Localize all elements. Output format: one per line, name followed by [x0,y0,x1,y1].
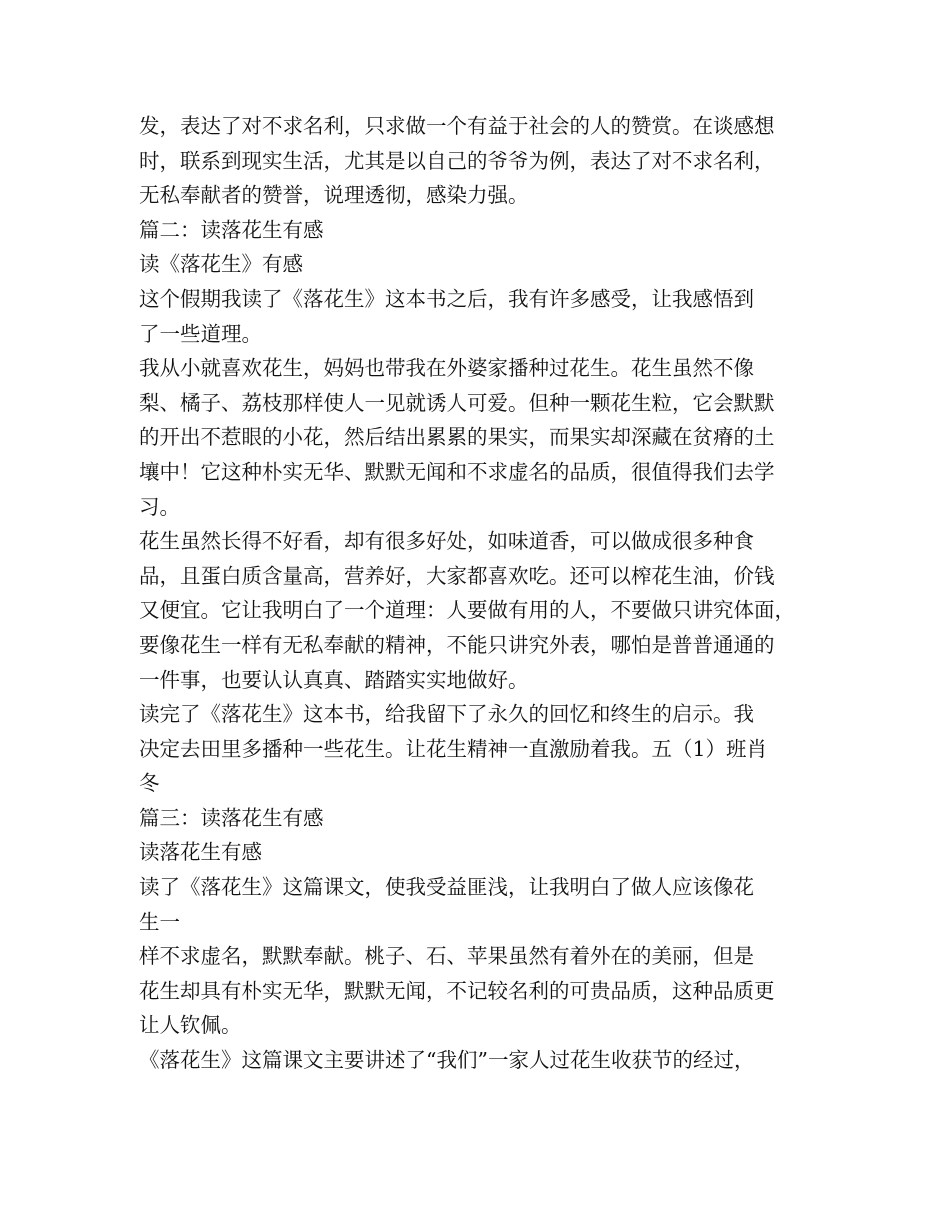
text-line: 决定去田里多播种一些花生。让花生精神一直激励着我。五（1）班肖 [139,736,768,761]
text-line: 生一 [139,909,180,934]
text-line: 习。 [139,494,180,519]
text-line: 的开出不惹眼的小花，然后结出累累的果实，而果实却深藏在贫瘠的土 [139,425,775,450]
section-heading: 篇二：读落花生有感 [139,217,324,242]
text-line: 这个假期我读了《落花生》这本书之后，我有许多感受，让我感悟到 [139,286,754,311]
article-title: 读《落花生》有感 [139,252,303,277]
text-line: 发，表达了对不求名利，只求做一个有益于社会的人的赞赏。在谈感想 [139,114,775,138]
text-line: 壤中！它这种朴实无华、默默无闻和不求虚名的品质，很值得我们去学 [139,459,775,484]
text-line: 要像花生一样有无私奉献的精神，不能只讲究外表，哪怕是普普通通的 [139,632,775,657]
text-line: 读完了《落花生》这本书，给我留下了永久的回忆和终生的启示。我 [139,702,754,727]
text-line: 读了《落花生》这篇课文，使我受益匪浅，让我明白了做人应该像花 [139,875,754,900]
text-line: 冬 [139,771,160,796]
text-line: 时，联系到现实生活，尤其是以自己的爷爷为例，表达了对不求名利， [139,148,775,173]
article-title: 读落花生有感 [139,840,262,865]
text-line: 了一些道理。 [139,321,262,346]
section-heading: 篇三：读落花生有感 [139,805,324,830]
text-line: 无私奉献者的赞誉，说理透彻，感染力强。 [139,183,529,208]
text-line: 样不求虚名，默默奉献。桃子、石、苹果虽然有着外在的美丽，但是 [139,944,754,969]
text-line: 我从小就喜欢花生，妈妈也带我在外婆家播种过花生。花生虽然不像 [139,356,754,381]
text-line: 让人钦佩。 [139,1013,242,1038]
text-line: 《落花生》这篇课文主要讲述了“我们”一家人过花生收获节的经过， [139,1048,755,1073]
text-line: 一件事，也要认认真真、踏踏实实地做好。 [139,667,529,692]
text-line: 花生却具有朴实无华，默默无闻，不记较名利的可贵品质，这种品质更 [139,978,775,1003]
text-line: 品，且蛋白质含量高，营养好，大家都喜欢吃。还可以榨花生油，价钱 [139,563,775,588]
text-line: 又便宜。它让我明白了一个道理：人要做有用的人，不要做只讲究体面， [139,598,795,623]
text-line: 梨、橘子、荔枝那样使人一见就诱人可爱。但种一颗花生粒，它会默默 [139,390,775,415]
text-line: 花生虽然长得不好看，却有很多好处，如味道香，可以做成很多种食 [139,529,754,554]
document-body [139,109,829,1078]
